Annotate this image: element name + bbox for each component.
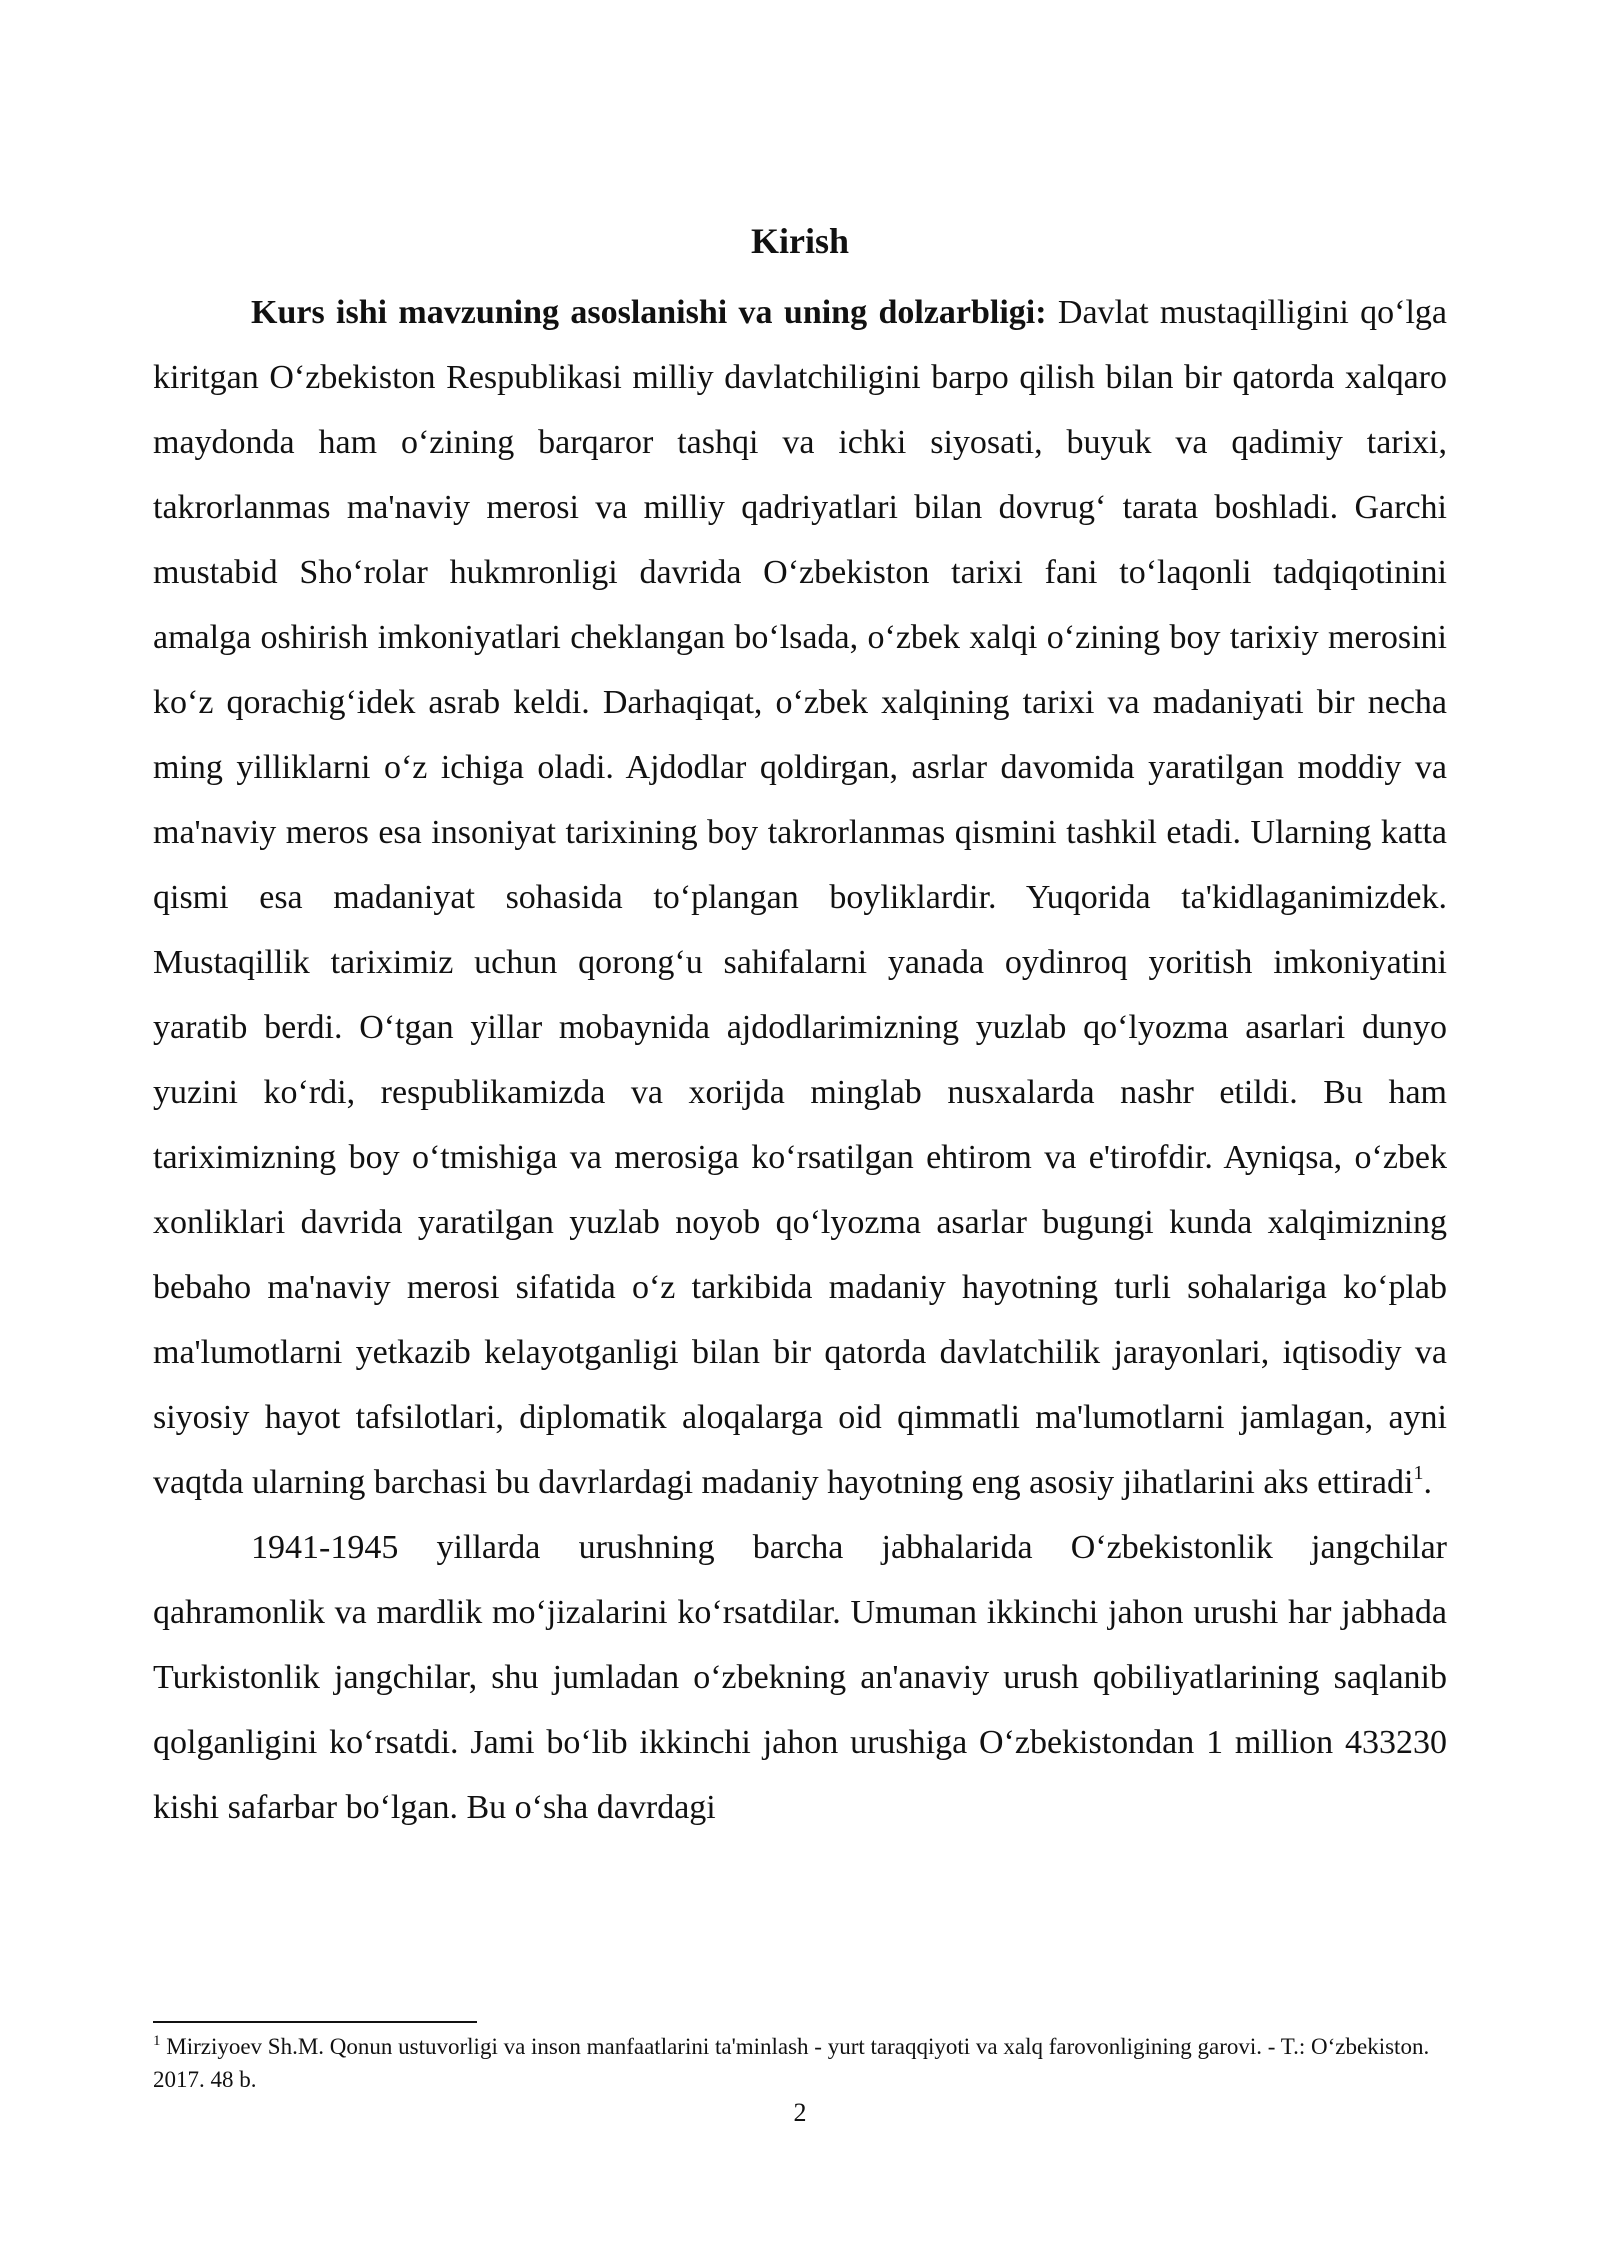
section-title: Kirish — [750, 221, 849, 261]
paragraph-lead: Kurs ishi mavzuning asoslanishi va uning dolzarbligi: — [251, 294, 1047, 331]
paragraph-1 — [153, 280, 1447, 1515]
page-number: 2 — [793, 2098, 807, 2127]
footnote-number: 1 — [153, 2033, 161, 2049]
paragraph-1-end: . — [1423, 1464, 1432, 1501]
footnote-reference[interactable]: 1 — [1413, 1462, 1424, 1484]
footnote-text: Mirziyoev Sh.M. Qonun ustuvorligi va inson manfaatlarini ta'minlash - yurt taraqqiyoti va xalq farovonligining garovi. - T.: O‘zbekiston. 2017. 48 b. — [153, 2034, 1430, 2092]
paragraph-2: 1941-1945 yillarda urushning barcha jabhalarida O‘zbekistonlik jangchilar qahramonlik va mardlik mo‘jizalarini ko‘rsatdilar. Umuman ikkinchi jahon urushi har jabhada Turkistonlik jangchilar, shu jumladan o‘zbekning an'anaviy urush qobiliyatlarining saqlanib qolganligini ko‘rsatdi. Jami bo‘lib ikkinchi jahon urushiga O‘zbekistondan 1 million 433230 kishi safarbar bo‘lgan. Bu o‘sha davrdagi — [153, 1529, 1447, 1826]
body-text — [153, 280, 1447, 1840]
paragraph-1-text: Davlat mustaqilligini qo‘lga kiritgan O‘zbekiston Respublikasi milliy davlatchiligini barpo qilish bilan bir qatorda xalqaro maydonda ham o‘zining barqaror tashqi va ichki siyosati, buyuk va qadimiy tarixi, takrorlanmas ma'naviy merosi va milliy qadriyatlari bilan dovrug‘ tarata boshladi. Garchi mustabid Sho‘rolar hukmronligi davrida O‘zbekiston tarixi fani to‘laqonli tadqiqotinini amalga oshirish imkoniyatlari cheklangan bo‘lsada, o‘zbek xalqi o‘zining boy tarixiy merosini ko‘z qorachig‘idek asrab keldi. Darhaqiqat, o‘zbek xalqining tarixi va madaniyati bir necha ming yilliklarni o‘z ichiga oladi. Ajdodlar qoldirgan, asrlar davomida yaratilgan moddiy va ma'naviy meros esa insoniyat tarixining boy takrorlanmas qismini tashkil etadi. Ularning katta qismi esa madaniyat sohasida to‘plangan boyliklardir. Yuqorida ta'kidlaganimizdek. Mustaqillik tariximiz uchun qorong‘u sahifalarni yanada oydinroq yoritish imkoniyatini yaratib berdi. O‘tgan yillar mobaynida ajdodlarimizning yuzlab qo‘lyozma asarlari dunyo yuzini ko‘rdi, respublikamizda va xorijda minglab nusxalarda nashr etildi. Bu ham tariximizning boy o‘tmishiga va merosiga ko‘rsatilgan ehtirom va e'tirofdir. Ayniqsa, o‘zbek xonliklari davrida yaratilgan yuzlab noyob qo‘lyozma asarlar bugungi kunda xalqimizning bebaho ma'naviy merosi sifatida o‘z tarkibida madaniy hayotning turli sohalariga ko‘plab ma'lumotlarni yetkazib kelayotganligi bilan bir qatorda davlatchilik jarayonlari, iqtisodiy va siyosiy hayot tafsilotlari, diplomatik aloqalarga oid qimmatli ma'lumotlarni jamlagan, ayni vaqtda ularning barchasi bu davrlardagi madaniy hayotning eng asosiy jihatlarini aks ettiradi — [153, 294, 1447, 1501]
footnote — [153, 2030, 1449, 2096]
footnote-separator — [153, 2021, 477, 2023]
